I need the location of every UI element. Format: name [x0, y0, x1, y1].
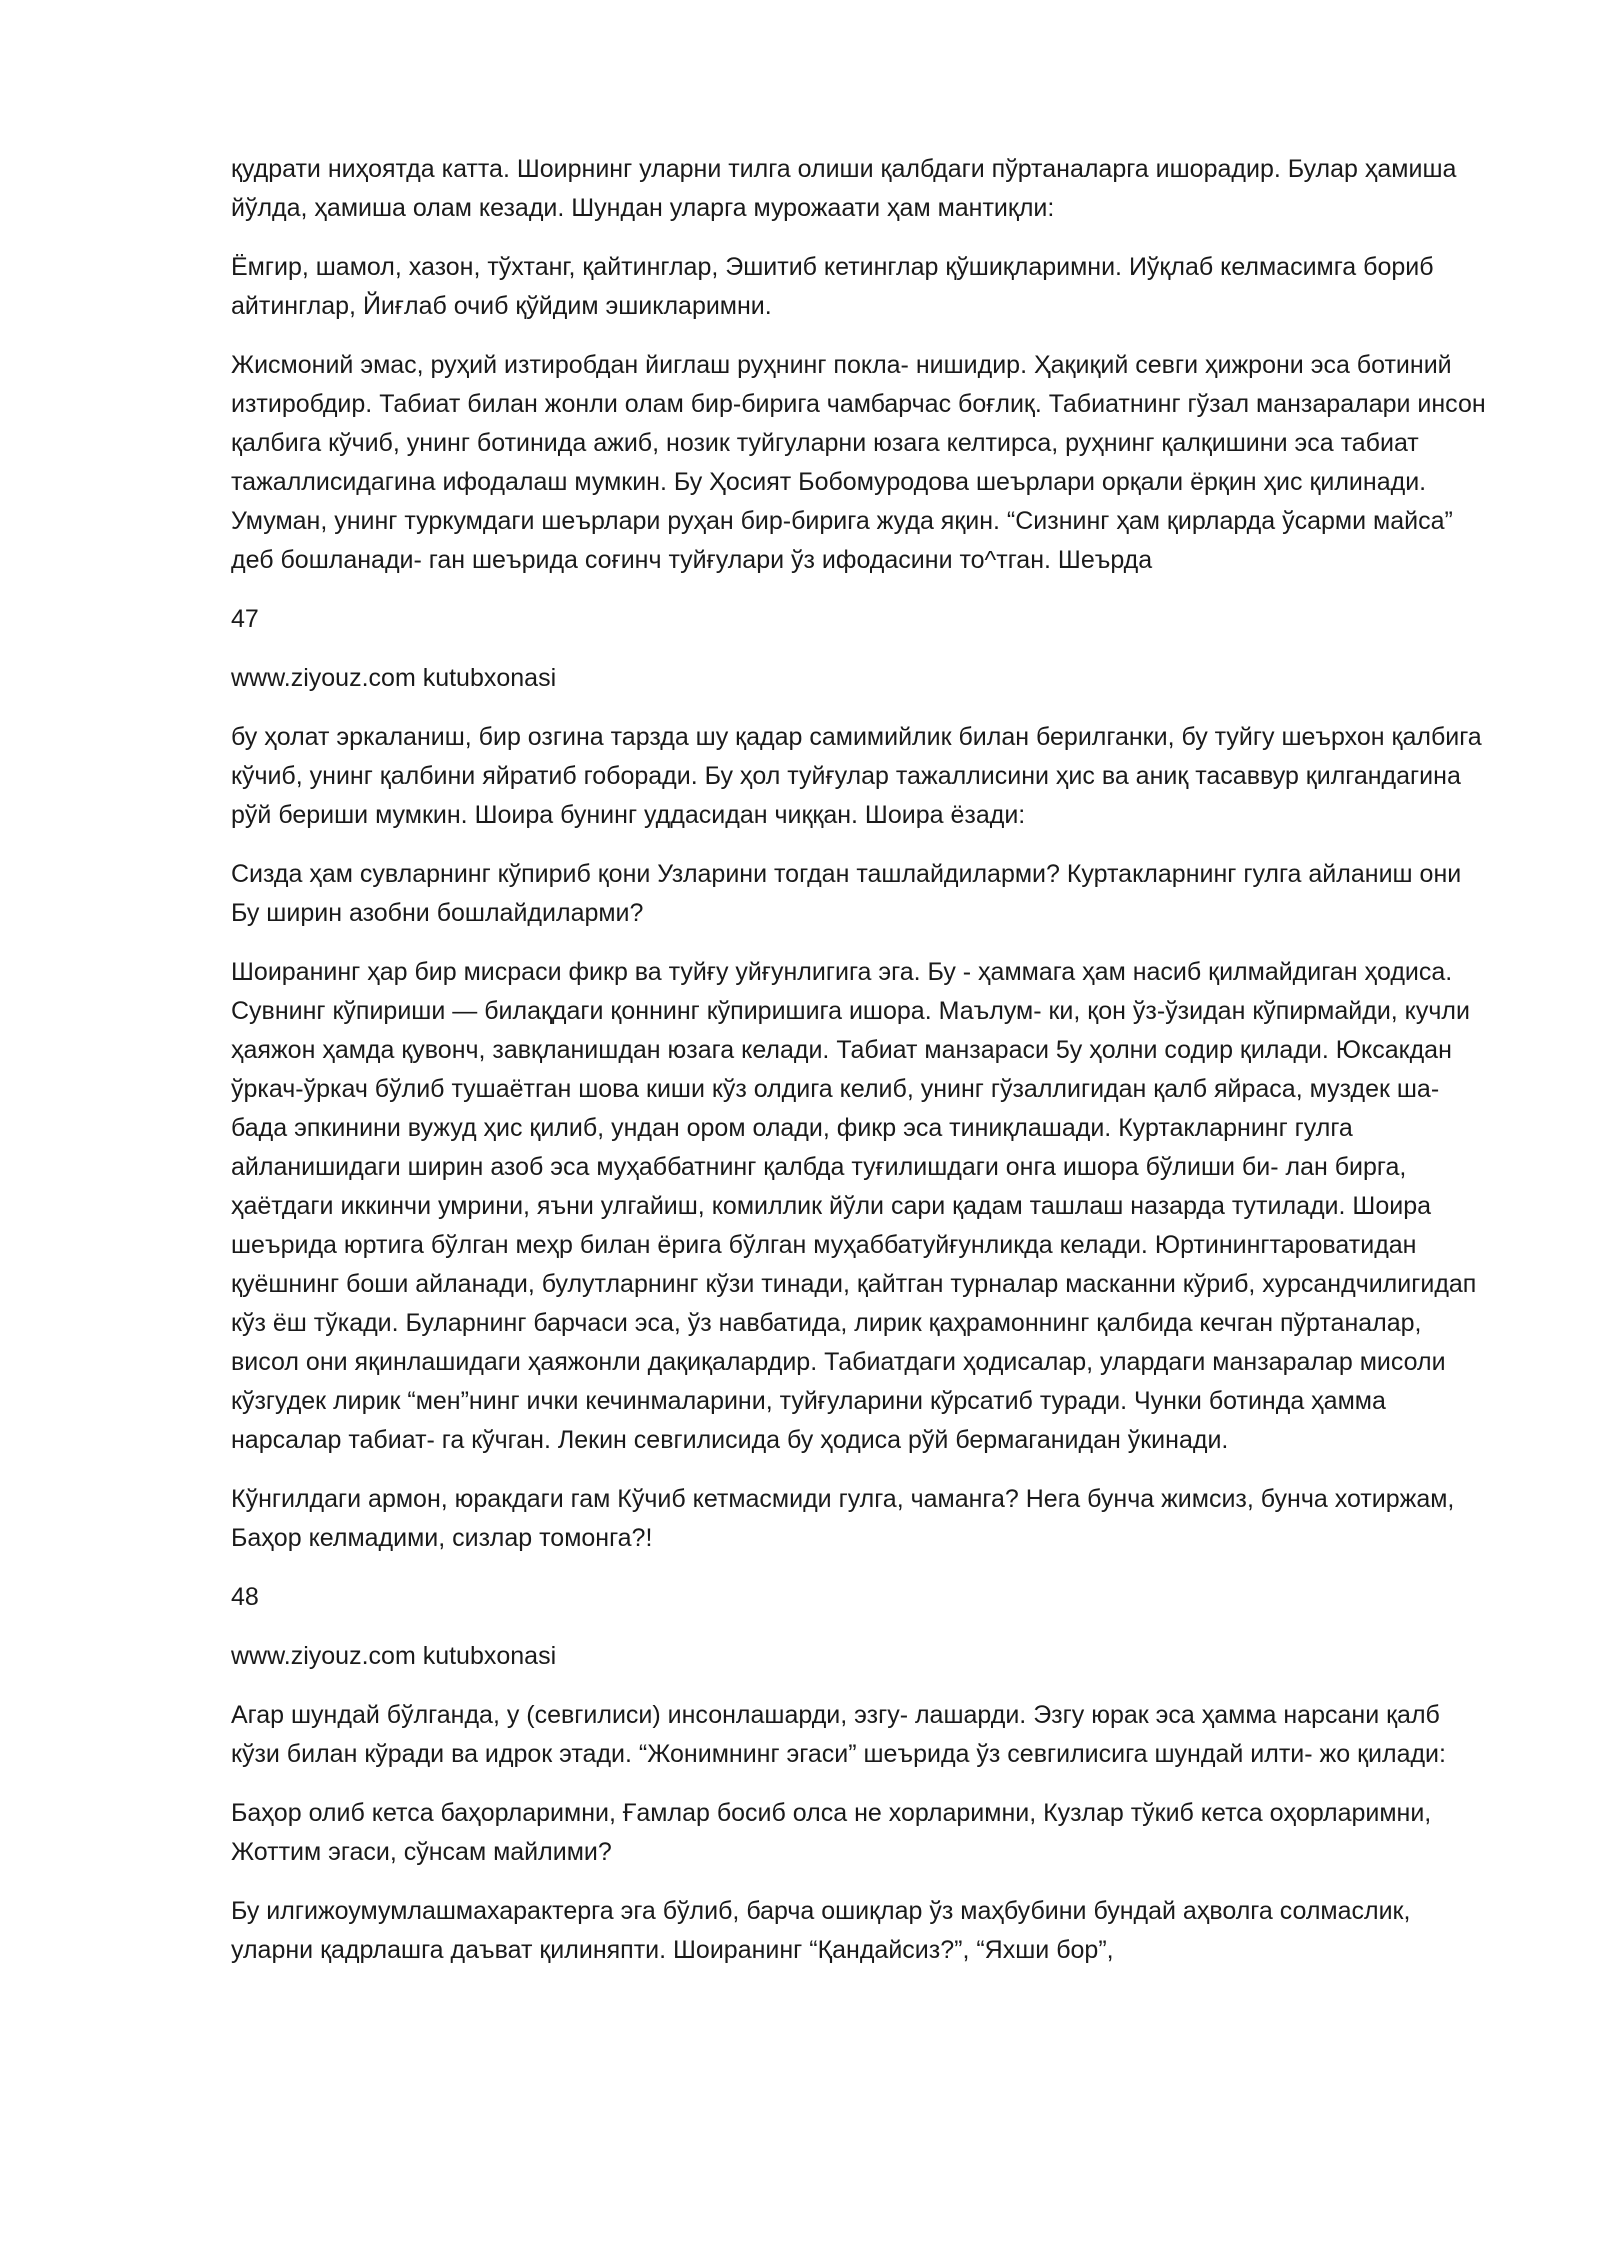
- document-page: [231, 150, 1491, 1990]
- verse-paragraph: Сизда ҳам сувларнинг кўпириб қони Узларини тогдан ташлайдиларми? Куртакларнинг гулга айланиш они Бу ширин азобни бошлайдиларми?: [231, 860, 1462, 927]
- page-number: 48: [231, 1583, 259, 1611]
- paragraph: қудрати ниҳоятда катта. Шоирнинг уларни тилга олиши қалбдаги пўртаналарга ишорадир. Булар ҳамиша йўлда, ҳамиша олам кезади. Шундан уларга мурожаати ҳам мантиқли:: [231, 155, 1457, 222]
- paragraph: Бу илгижоумумлашмахарактерга эга бўлиб, барча ошиқлар ўз маҳбубини бундай аҳволга солмаслик, уларни қадрлашга даъват қилиняпти. Шоиранинг “Қандайсиз?”, “Яхши бор”,: [231, 1897, 1411, 1964]
- verse-paragraph: Баҳор олиб кетса баҳорларимни, Ғамлар босиб олса не хорларимни, Кузлар тўкиб кетса оҳорларимни, Жоттим эгаси, сўнсам майлими?: [231, 1799, 1432, 1866]
- page-footer-source: www.ziyouz.com kutubxonasi: [231, 664, 557, 692]
- paragraph: бу ҳолат эркаланиш, бир озгина тарзда шу қадар самимийлик билан берилганки, бу туйгу шеърхон қалбига кўчиб, унинг қалбини яйратиб гоборади. Бу ҳол туйғулар тажаллисини ҳис ва аниқ тасаввур қилгандагина рўй бериши мумкин. Шоира бунинг уддасидан чиққан. Шоира ёзади:: [231, 723, 1482, 829]
- paragraph: Жисмоний эмас, руҳий изтиробдан йиглаш руҳнинг покла- нишидир. Ҳақиқий севги ҳижрони эса ботиний изтиробдир. Табиат билан жонли олам бир-бирига чамбарчас боғлиқ. Табиатнинг гўзал манзаралари инсон қалбига кўчиб, унинг ботинида ажиб, нозик туйгуларни юзага келтирса, руҳнинг қалқишини эса табиат тажаллисидагина ифодалаш мумкин. Бу Ҳосият Бобомуродова шеърлари орқали ёрқин ҳис қилинади. Умуман, унинг туркумдаги шеърлари руҳан бир-бирига жуда яқин. “Сизнинг ҳам қирларда ўсарми майса” деб бошланади- ган шеърида соғинч туйғулари ўз ифодасини то^тган. Шеърда: [231, 351, 1486, 574]
- page-number: 47: [231, 605, 259, 633]
- page-footer-source: www.ziyouz.com kutubxonasi: [231, 1642, 557, 1670]
- verse-paragraph: Кўнгилдаги армон, юракдаги гам Кўчиб кетмасмиди гулга, чаманга? Нега бунча жимсиз, бунча хотиржам, Баҳор келмадими, сизлар томонга?!: [231, 1485, 1455, 1552]
- paragraph: Агар шундай бўлганда, у (севгилиси) инсонлашарди, эзгу- лашарди. Эзгу юрак эса ҳамма нарсани қалб кўзи билан кўради ва идрок этади. “Жонимнинг эгаси” шеърида ўз севгилисига шундай илти- жо қилади:: [231, 1701, 1446, 1768]
- paragraph: Шоиранинг ҳар бир мисраси фикр ва туйғу уйғунлигига эга. Бу - ҳаммага ҳам насиб қилмайдиган ҳодиса. Сувнинг кўпириши — билақдаги қоннинг кўпиришига ишора. Маълум- ки, қон ўз-ўзидан кўпирмайди, кучли ҳаяжон ҳамда қувонч, завқланишдан юзага келади. Табиат манзараси 5у ҳолни содир қилади. Юксакдан ўркач-ўркач бўлиб тушаётган шова киши кўз олдига келиб, унинг гўзаллигидан қалб яйраса, муздек ша- бада эпкинини вужуд ҳис қилиб, ундан ором олади, фикр эса тиниқлашади. Куртакларнинг гулга айланишидаги ширин азоб эса муҳаббатнинг қалбда туғилишдаги онга ишора бўлиши би- лан бирга, ҳаётдаги иккинчи умрини, яъни улгайиш, комиллик йўли сари қадам ташлаш назарда тутилади. Шоира шеърида юртига бўлган меҳр билан ёрига бўлган муҳаббатуйғунликда келади. Юртинингтароватидан қуёшнинг боши айланади, булутларнинг кўзи тинади, қайтган турналар масканни кўриб, хурсандчилигидап кўз ёш тўкади. Буларнинг барчаси эса, ўз навбатида, лирик қаҳрамоннинг қалбида кечган пўртаналар, висол они яқинлашидаги ҳаяжонли дақиқалардир. Табиатдаги ҳодисалар, улардаги манзаралар мисоли кўзгудек лирик “мен”нинг ички кечинмаларини, туйғуларини кўрсатиб туради. Чунки ботинда ҳамма нарсалар табиат- га кўчган. Лекин севгилисида бу ҳодиса рўй бермаганидан ўкинади.: [231, 958, 1477, 1454]
- verse-paragraph: Ёмгир, шамол, хазон, тўхтанг, қайтинглар, Эшитиб кетинглар қўшиқларимни. Иўқлаб келмасимга бориб айтинглар, Йиғлаб очиб қўйдим эшикларимни.: [231, 253, 1434, 320]
